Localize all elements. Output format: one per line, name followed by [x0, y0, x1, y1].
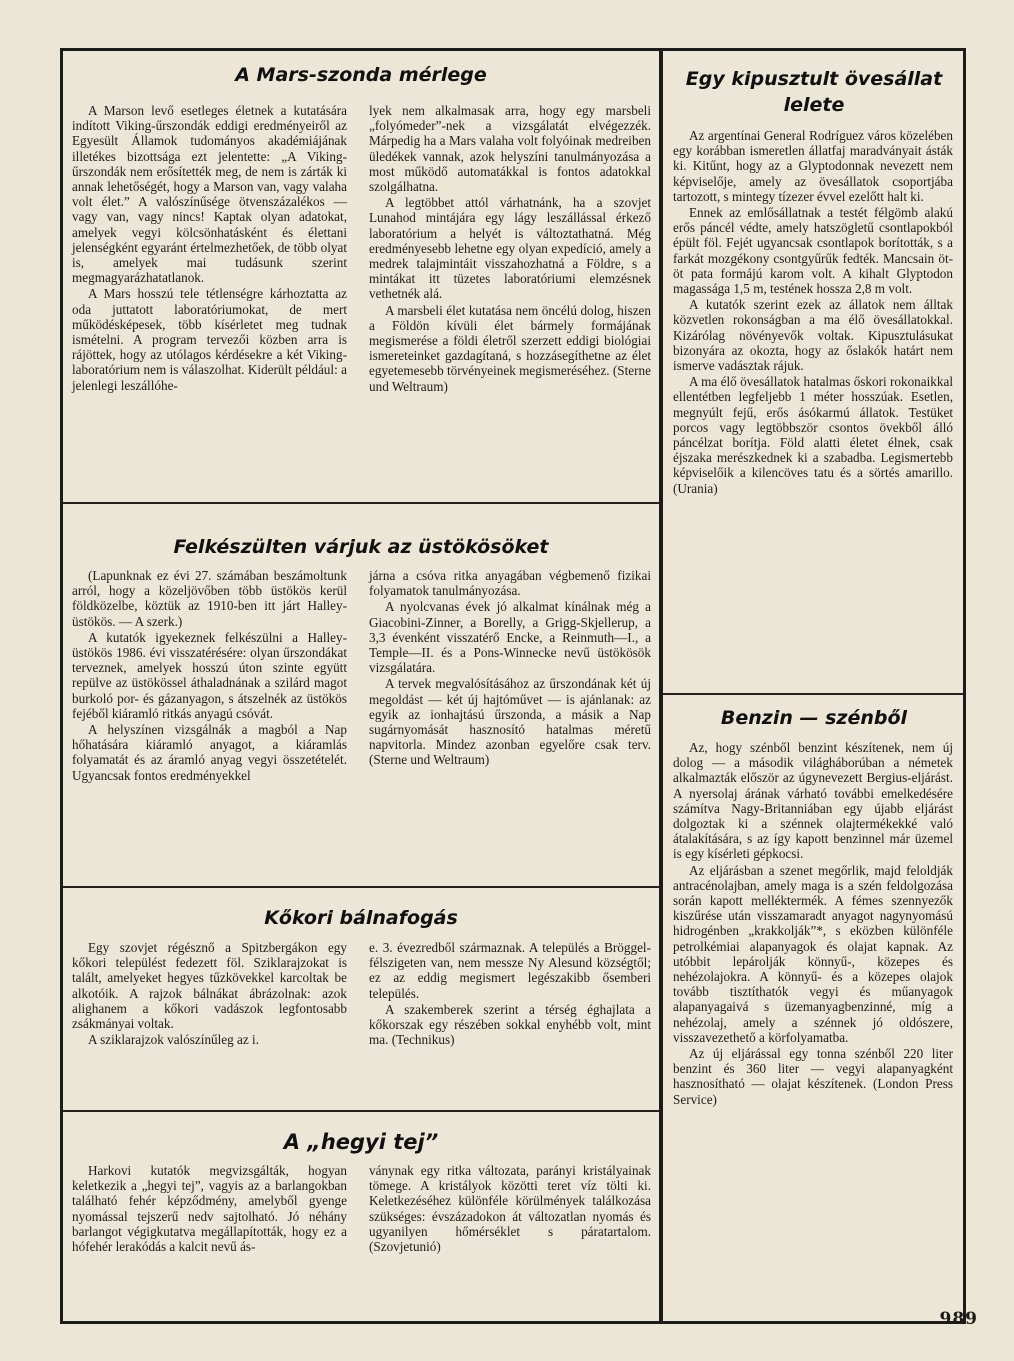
divider-3	[63, 1110, 659, 1112]
article-title: A Mars-szonda mérlege	[235, 64, 487, 86]
paragraph: A tervek megvalósításához az űrszondának két új megoldást — két új hajtóművet — is ajánlanak: az egyik az ionhajtású űrszonda, a másik a Nap sugárnyomását hasznosító hatalmas méretű napvitorla. Mindez azonban egyelőre csak terv. (Sterne und Weltraum)	[369, 676, 651, 768]
paragraph: járna a csóva ritka anyagában végbemenő fizikai folyamatok tanulmányozása.	[369, 568, 651, 599]
article-column-right	[369, 940, 651, 1047]
article-title: Kőkori bálnafogás	[264, 907, 458, 929]
article-title: A „hegyi tej”	[283, 1130, 439, 1154]
paragraph: A ma élő övesállatok hatalmas őskori rokonaikkal ellentétben legfeljebb 1 méter hosszúak. Esetlen, megnyúlt fejű, erős ásókarmú állatok. Testüket porcos vagy legtöbbször csontos övekből álló páncélzat borítja. Föld alatti életet élnek, csak éjszaka merészkednek ki a szabadba. Legismertebb képviselőik a kilencöves tatu és a sörtés amarillo. (Urania)	[673, 374, 953, 496]
paragraph: A legtöbbet attól várhatnánk, ha a szovjet Lunahod mintájára egy lágy leszállással érkező laboratórium a helyét is változtathatná. Még eredményesebb lehetne egy olyan expedíció, amely a medrek talajmintáit visszahozhatná a Földre, s a mintákat itt tüzetes laboratóriumi elemzésnek vethetnék alá.	[369, 195, 651, 302]
paragraph: A sziklarajzok valószínűleg az i.	[88, 1032, 260, 1048]
paragraph: ványnak egy ritka változata, parányi kristályainak tömege. A kristályok közötti teret víz tölti ki. Keletkezéséhez különféle körülmények találkozása szükséges: évszázadokon át változatlan nyomás és ugyanilyen hőmérséklet s páratartalom. (Szovjetunió)	[369, 1163, 651, 1255]
article-column-left	[72, 1163, 347, 1254]
paragraph: A Mars hosszú tele tétlenségre kárhoztatta az oda juttatott laboratóriumokat, de mert működésképesek, több kísérletet meg tudnak ismételni. A program tervezői közben arra is rájöttek, hogy az utólagos kérdésekre a két Viking-laboratórium nem is válaszolhat. Kiderült például: a jelenlegi leszállóhe-	[72, 286, 347, 393]
article-column	[673, 128, 953, 496]
paragraph: A kutatók szerint ezek az állatok nem álltak közvetlen rokonságban a ma élő övesállatokkal. Kizárólag növényevők voltak. Kipusztulásukat bizonyára az okozta, hogy az őslakók határt nem ismerve vadásztak rájuk.	[673, 297, 953, 374]
article-column-left	[72, 568, 347, 783]
page-number: 989	[939, 1309, 978, 1329]
paragraph: Az, hogy szénből benzint készítenek, nem új dolog — a második világháborúban a németek alkalmazták először az úgynevezett Bergius-eljárást. A nyersolaj árának várható további emelkedésére számítva Nagy-Britanniában egy újabb eljárást dolgoztak ki a szénnek olajtermékekké való átalakítására, s az így kapott benzinnel már üzemel is egy kísérleti gépkocsi.	[673, 740, 953, 862]
paragraph: Az eljárásban a szenet megőrlik, majd feloldják antracénolajban, amely maga is a szén feldolgozása során kapott melléktermék. A fémes szennyezők kiszűrése után visszamaradt anyagot nagynyomású hidrogénben „krakkolják”*, s eközben különféle petrolkémiai alapanyagok és olajat kapnak. Az utóbbit lepárolják könnyű-, közepes és nehézolajokra. A könnyű- és a közepes olajok tovább tisztíthatók vegyi és műanyagok alapanyagaivá s üzemanyagbenzinné, míg a nehézolaj, amely a szénnek jó oldószere, visszavezethető a körfolyamatba.	[673, 862, 953, 1045]
article-title: Benzin — szénből	[720, 707, 908, 729]
paragraph: A kutatók igyekeznek felkészülni a Halley-üstökös 1986. évi visszatérésére: olyan űrszondákat terveznek, amelyek hosszú úton szinte együtt repülve az üstökössel áthaladnának a szilárd magot burkoló por- és gázanyagon, s átszelnék az üstökös fejéből kiáramló ritkás anyagú csóvát.	[72, 629, 347, 721]
divider-2	[63, 886, 659, 888]
paragraph: Ennek az emlősállatnak a testét félgömb alakú erős páncél védte, amely hatszögletű csontlapokból épült föl. Fejét ugyancsak csontlapok borították, s a farkát mozgékony csontgyűrűk fedték. Mancsain öt-öt pata formájú karom volt. A kihalt Glyptodon magassága 1,5 m, testének hossza 2,8 m volt.	[673, 205, 953, 297]
paragraph: Az argentínai General Rodríguez város közelében egy korábban ismeretlen állatfaj maradványait ásták ki. Kitűnt, hogy az a Glyptodonnak nevezett nem képviselője, amely az övesállatok csoportjába tartozott, s mintegy tízezer évvel ezelőtt halt ki.	[673, 128, 953, 204]
paragraph: Egy szovjet régésznő a Spitzbergákon egy kőkori települést fedezett föl. Sziklarajzokat is talált, amelyeket hegyes tűzkövekkel karcoltak be alkotóik. A rajzok bálnákat ábrázolnak: azok alighanem a kőkori vadászok legfontosabb zsákmányai voltak.	[72, 940, 347, 1032]
article-column-right	[369, 103, 651, 394]
article-column-left	[72, 940, 347, 1047]
article-column	[673, 740, 953, 1107]
paragraph: (Lapunknak ez évi 27. számában beszámoltunk arról, hogy a közeljövőben több üstökös kerül földközelbe, köztük az 1910-ben itt járt Halley-üstökös. — A szerk.)	[72, 568, 347, 629]
paragraph: A helyszínen vizsgálnák a magból a Nap hőhatására kiáramló anyagot, a kiáramlás folyamatát és az áramló anyag vegyi összetételét. Ugyancsak fontos eredményekkel	[72, 722, 347, 783]
paragraph: A nyolcvanas évek jó alkalmat kínálnak még a Giacobini-Zinner, a Borelly, a Grigg-Skjellerup, a 3,3 évenként visszatérő Encke, a Reinmuth—I., a Temple—II. és a Pons-Winnecke nevű üstökösök vizsgálatára.	[369, 599, 651, 676]
divider-4	[663, 693, 963, 695]
article-column-left	[72, 103, 347, 393]
paragraph: A marsbeli élet kutatása nem öncélú dolog, hiszen a Földön kívüli élet bármely formájának megismerése a földi életről szerzett eddigi biológiai ismereteinket gazdagítaná, s hozzásegíthetne az élet egyetemesebb törvényeinek megismeréséhez. (Sterne und Weltraum)	[369, 302, 651, 394]
divider-1	[63, 502, 659, 504]
paragraph: e. 3. évezredből származnak. A település a Bröggel-félszigeten van, nem messze Ny Alesund községtől; ez az eddig megismert legészakibb ősemberi település.	[369, 940, 651, 1001]
paragraph: Az új eljárással egy tonna szénből 220 liter benzint és 360 liter — vegyi alapanyagként hasznosítható — olajat készítenek. (London Press Service)	[673, 1046, 953, 1107]
article-column-right	[369, 568, 651, 768]
paragraph: A Marson levő esetleges életnek a kutatására indított Viking-űrszondák eddigi eredményeiről az Egyesült Államok tudományos akadémiájának illetékes bizottsága ezt jelentette: „A Viking-űrszondák nem erősítették meg, de nem is zárták ki annak lehetőségét, hogy a Marson van, vagy valaha volt élet.” A valószínűsége ötvenszázalékos — vagy van, vagy nincs! Kaptak olyan adatokat, amelyek vegyi kölcsönhatásként és élettani jelenségként egyaránt értelmezhetőek, de több olyat is, amelyek mai tudásunk szerint megmagyarázhatatlanok.	[72, 103, 347, 286]
article-column-right	[369, 1163, 651, 1254]
paragraph: Harkovi kutatók megvizsgálták, hogyan keletkezik a „hegyi tej”, vagyis az a barlangokban található fehér képződmény, amelyből gyenge nyomással tejszerű nedv sajtolható. Jó néhány barlangot végigkutatva megállapították, hogy ez a hófehér lerakódás a kalcit nevű ás-	[72, 1163, 347, 1255]
paragraph: lyek nem alkalmasak arra, hogy egy marsbeli „folyómeder”-nek a vizsgálatát elvégezzék. Márpedig ha a Mars valaha volt folyóinak medreiben üledékek vannak, azok helyszíni tanulmányozása a most működő automatákkal is fontos adatokkal szolgálhatna.	[369, 103, 651, 195]
article-title: Felkészülten várjuk az üstökösöket	[173, 536, 549, 558]
paragraph: A szakemberek szerint a térség éghajlata a kőkorszak egy részében sokkal enyhébb volt, mint ma. (Technikus)	[369, 1001, 651, 1048]
article-title: Egy kipusztult övesállat lelete	[685, 68, 943, 116]
